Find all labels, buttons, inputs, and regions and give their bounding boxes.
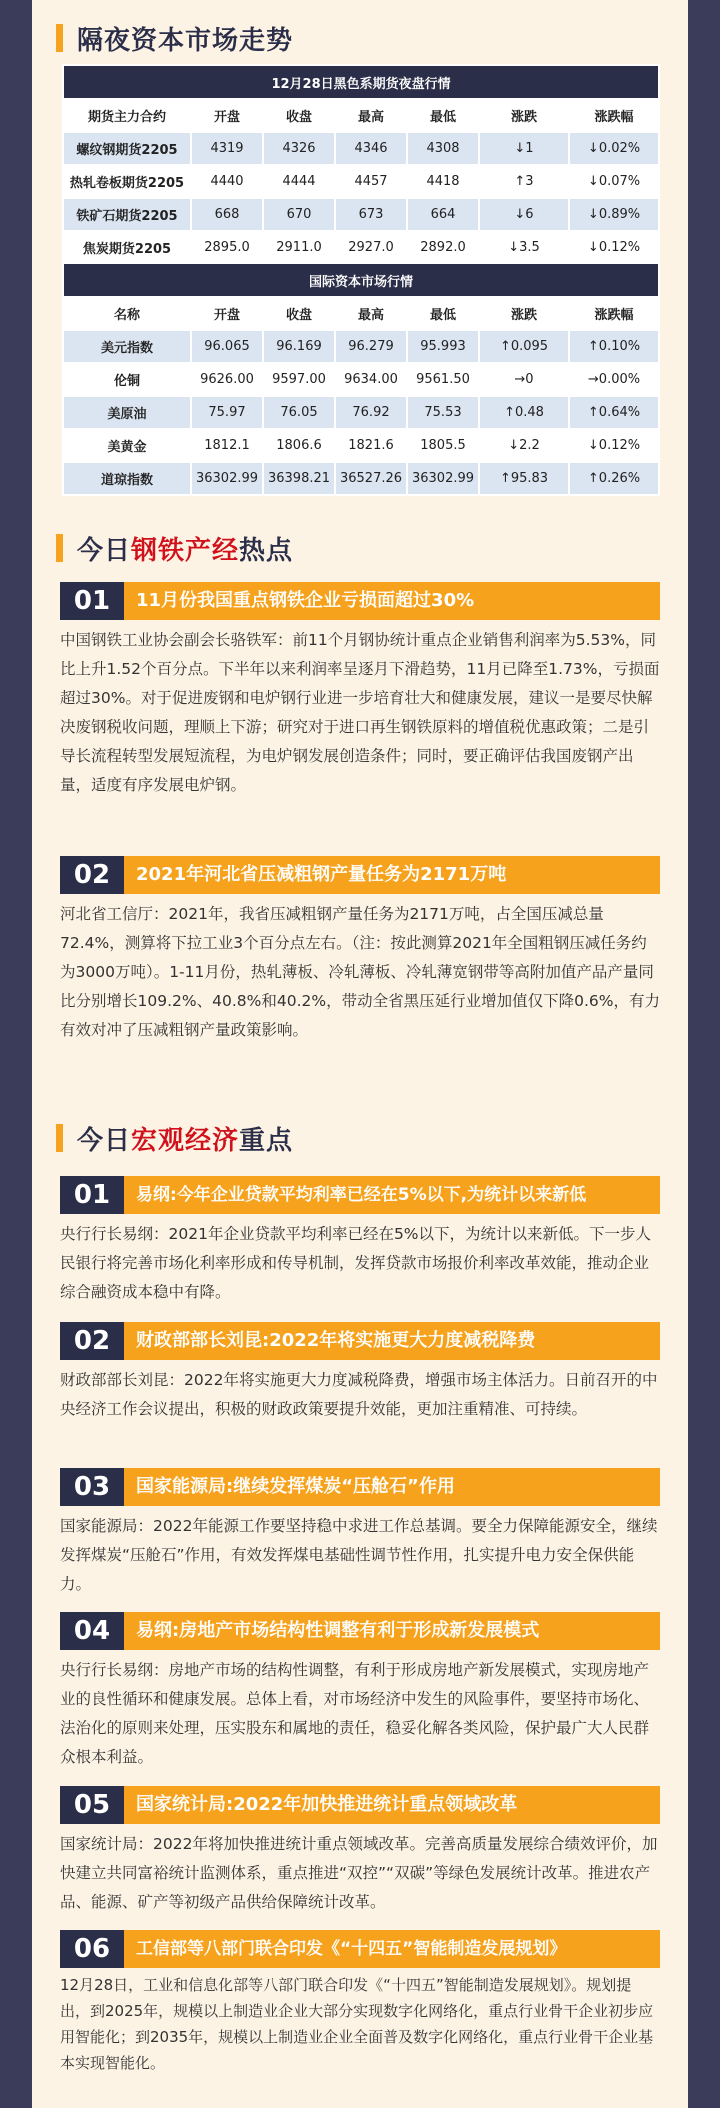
column-header: 最低 (407, 99, 479, 132)
high-value: 76.92 (335, 396, 407, 429)
column-header: 最低 (407, 297, 479, 330)
change-value: ↑0.48 (479, 396, 569, 429)
news-item-header[interactable] (60, 1176, 660, 1214)
table-row (63, 363, 659, 396)
open-value: 668 (191, 198, 263, 231)
column-header: 名称 (63, 297, 191, 330)
high-value: 4457 (335, 165, 407, 198)
news-item-body: 国家统计局：2022年将加快推进统计重点领域改革。完善高质量发展综合绩效评价，加快建立共同富裕统计监测体系，重点推进“双控”“双碳”等绿色发展统计改革。推进农产品、能源、矿产等初级产品供给保障统计改革。 (60, 1835, 658, 1911)
open-value: 4440 (191, 165, 263, 198)
high-value: 36527.26 (335, 462, 407, 495)
column-header: 涨跌 (479, 99, 569, 132)
column-header: 最高 (335, 297, 407, 330)
section-title: 隔夜资本市场走势 (77, 25, 294, 56)
close-value: 2911.0 (263, 231, 335, 264)
item-number: 05 (60, 1786, 124, 1824)
table-row (63, 330, 659, 363)
news-item-header[interactable] (60, 1322, 660, 1360)
news-item-header[interactable] (60, 1468, 660, 1506)
column-header: 涨跌幅 (569, 99, 659, 132)
column-header: 最高 (335, 99, 407, 132)
news-item-header[interactable] (60, 856, 660, 894)
open-value: 1812.1 (191, 429, 263, 462)
item-number: 02 (60, 856, 124, 894)
table-row (63, 396, 659, 429)
article-page (32, 0, 688, 2108)
change-percent: ↑0.26% (569, 462, 659, 495)
section-header-macro (56, 1120, 293, 1156)
high-value: 2927.0 (335, 231, 407, 264)
table-caption: 12月28日黑色系期货夜盘行情 (63, 65, 659, 99)
section-accent-bar (56, 1124, 63, 1152)
change-percent: →0.00% (569, 363, 659, 396)
column-header: 收盘 (263, 297, 335, 330)
international-market-table (62, 262, 660, 496)
open-value: 75.97 (191, 396, 263, 429)
section-accent-bar (56, 24, 63, 52)
instrument-name: 美黄金 (63, 429, 191, 462)
low-value: 664 (407, 198, 479, 231)
table-caption: 国际资本市场行情 (63, 263, 659, 297)
table-row (63, 132, 659, 165)
change-percent: ↑0.10% (569, 330, 659, 363)
contract-name: 焦炭期货2205 (63, 231, 191, 264)
change-value: ↓2.2 (479, 429, 569, 462)
item-number: 01 (60, 1176, 124, 1214)
section-title: 今日宏观经济重点 (77, 1125, 294, 1156)
item-number: 01 (60, 582, 124, 620)
open-value: 36302.99 (191, 462, 263, 495)
news-item-body: 国家能源局：2022年能源工作要坚持稳中求进工作总基调。要全力保障能源安全，继续发挥煤炭“压舱石”作用，有效发挥煤电基础性调节性作用，扎实提升电力安全保供能力。 (60, 1517, 658, 1593)
section-header-overnight (56, 20, 293, 56)
item-title: 财政部部长刘昆:2022年将实施更大力度减税降费 (124, 1322, 660, 1360)
item-title: 11月份我国重点钢铁企业亏损面超过30% (124, 582, 660, 620)
change-value: ↓1 (479, 132, 569, 165)
low-value: 95.993 (407, 330, 479, 363)
news-item-body: 央行行长易纲：2021年企业贷款平均利率已经在5%以下，为统计以来新低。下一步人民银行将完善市场化利率形成和传导机制，发挥贷款市场报价利率改革效能，推动企业综合融资成本稳中有降。 (60, 1225, 652, 1301)
table-row (63, 429, 659, 462)
news-item-body: 12月28日，工业和信息化部等八部门联合印发《“十四五”智能制造发展规划》。规划提出，到2025年，规模以上制造业企业大部分实现数字化网络化，重点行业骨干企业初步应用智能化；到2035年，规模以上制造业企业全面普及数字化网络化，重点行业骨干企业基本实现智能化。 (60, 1976, 654, 2072)
close-value: 96.169 (263, 330, 335, 363)
column-header: 开盘 (191, 99, 263, 132)
change-value: ↑3 (479, 165, 569, 198)
column-header: 期货主力合约 (63, 99, 191, 132)
change-percent: ↓0.02% (569, 132, 659, 165)
news-item-body: 财政部部长刘昆：2022年将实施更大力度减税降费，增强市场主体活力。日前召开的中央经济工作会议提出，积极的财政政策要提升效能，更加注重精准、可持续。 (60, 1371, 658, 1418)
instrument-name: 美元指数 (63, 330, 191, 363)
close-value: 76.05 (263, 396, 335, 429)
item-number: 04 (60, 1612, 124, 1650)
table-row (63, 198, 659, 231)
news-item-body: 河北省工信厅：2021年，我省压减粗钢产量任务为2171万吨，占全国压减总量72.4%，测算将下拉工业3个百分点左右。（注：按此测算2021年全国粗钢压减任务约为3000万吨）。1-11月份，热轧薄板、冷轧薄板、冷轧薄宽钢带等高附加值产品产量同比分别增长109.2%、40.8%和40.2%，带动全省黑压延行业增加值仅下降0.6%，有力有效对冲了压减粗钢产量政策影响。 (60, 905, 660, 1039)
low-value: 4308 (407, 132, 479, 165)
item-number: 06 (60, 1930, 124, 1968)
change-percent: ↓0.89% (569, 198, 659, 231)
close-value: 36398.21 (263, 462, 335, 495)
high-value: 673 (335, 198, 407, 231)
section-accent-bar (56, 534, 63, 562)
high-value: 96.279 (335, 330, 407, 363)
section-header-steel (56, 530, 293, 566)
change-value: ↑0.095 (479, 330, 569, 363)
futures-night-table (62, 64, 660, 265)
change-percent: ↓0.07% (569, 165, 659, 198)
instrument-name: 美原油 (63, 396, 191, 429)
item-title: 工信部等八部门联合印发《“十四五”智能制造发展规划》 (124, 1930, 660, 1968)
change-value: ↓3.5 (479, 231, 569, 264)
contract-name: 螺纹钢期货2205 (63, 132, 191, 165)
item-title: 2021年河北省压减粗钢产量任务为2171万吨 (124, 856, 660, 894)
item-title: 易纲:房地产市场结构性调整有利于形成新发展模式 (124, 1612, 660, 1650)
table-row (63, 462, 659, 495)
change-percent: ↓0.12% (569, 231, 659, 264)
contract-name: 热轧卷板期货2205 (63, 165, 191, 198)
news-item-header[interactable] (60, 1612, 660, 1650)
section-title: 今日钢铁产经热点 (77, 535, 294, 566)
column-header: 涨跌 (479, 297, 569, 330)
low-value: 9561.50 (407, 363, 479, 396)
instrument-name: 伦铜 (63, 363, 191, 396)
column-header: 涨跌幅 (569, 297, 659, 330)
high-value: 4346 (335, 132, 407, 165)
open-value: 9626.00 (191, 363, 263, 396)
news-item-header[interactable] (60, 1786, 660, 1824)
low-value: 2892.0 (407, 231, 479, 264)
table-row (63, 231, 659, 264)
contract-name: 铁矿石期货2205 (63, 198, 191, 231)
open-value: 2895.0 (191, 231, 263, 264)
low-value: 4418 (407, 165, 479, 198)
news-item-header[interactable] (60, 582, 660, 620)
item-number: 03 (60, 1468, 124, 1506)
change-percent: ↓0.12% (569, 429, 659, 462)
close-value: 9597.00 (263, 363, 335, 396)
item-title: 易纲:今年企业贷款平均利率已经在5%以下,为统计以来新低 (124, 1176, 660, 1214)
change-value: ↓6 (479, 198, 569, 231)
table-row (63, 165, 659, 198)
change-percent: ↑0.64% (569, 396, 659, 429)
close-value: 670 (263, 198, 335, 231)
close-value: 4326 (263, 132, 335, 165)
change-value: ↑95.83 (479, 462, 569, 495)
instrument-name: 道琼指数 (63, 462, 191, 495)
news-item-body: 中国钢铁工业协会副会长骆铁军：前11个月钢协统计重点企业销售利润率为5.53%，同比上升1.52个百分点。下半年以来利润率呈逐月下滑趋势，11月已降至1.73%，亏损面超过30%。对于促进废钢和电炉钢行业进一步培育壮大和健康发展，建议一是要尽快解决废钢税收问题，理顺上下游；研究对于进口再生钢铁原料的增值税优惠政策；二是引导长流程转型发展短流程，为电炉钢发展创造条件；同时，要正确评估我国废钢产出量，适度有序发展电炉钢。 (60, 631, 660, 794)
item-title: 国家能源局:继续发挥煤炭“压舱石”作用 (124, 1468, 660, 1506)
item-number: 02 (60, 1322, 124, 1360)
column-header: 收盘 (263, 99, 335, 132)
close-value: 4444 (263, 165, 335, 198)
news-item-body: 央行行长易纲：房地产市场的结构性调整，有利于形成房地产新发展模式，实现房地产业的良性循环和健康发展。总体上看，对市场经济中发生的风险事件，要坚持市场化、法治化的原则来处理，压实股东和属地的责任，稳妥化解各类风险，保护最广大人民群众根本利益。 (60, 1661, 650, 1766)
low-value: 1805.5 (407, 429, 479, 462)
high-value: 1821.6 (335, 429, 407, 462)
news-item-header[interactable] (60, 1930, 660, 1968)
high-value: 9634.00 (335, 363, 407, 396)
change-value: →0 (479, 363, 569, 396)
item-title: 国家统计局:2022年加快推进统计重点领域改革 (124, 1786, 660, 1824)
close-value: 1806.6 (263, 429, 335, 462)
column-header: 开盘 (191, 297, 263, 330)
open-value: 96.065 (191, 330, 263, 363)
low-value: 36302.99 (407, 462, 479, 495)
low-value: 75.53 (407, 396, 479, 429)
open-value: 4319 (191, 132, 263, 165)
